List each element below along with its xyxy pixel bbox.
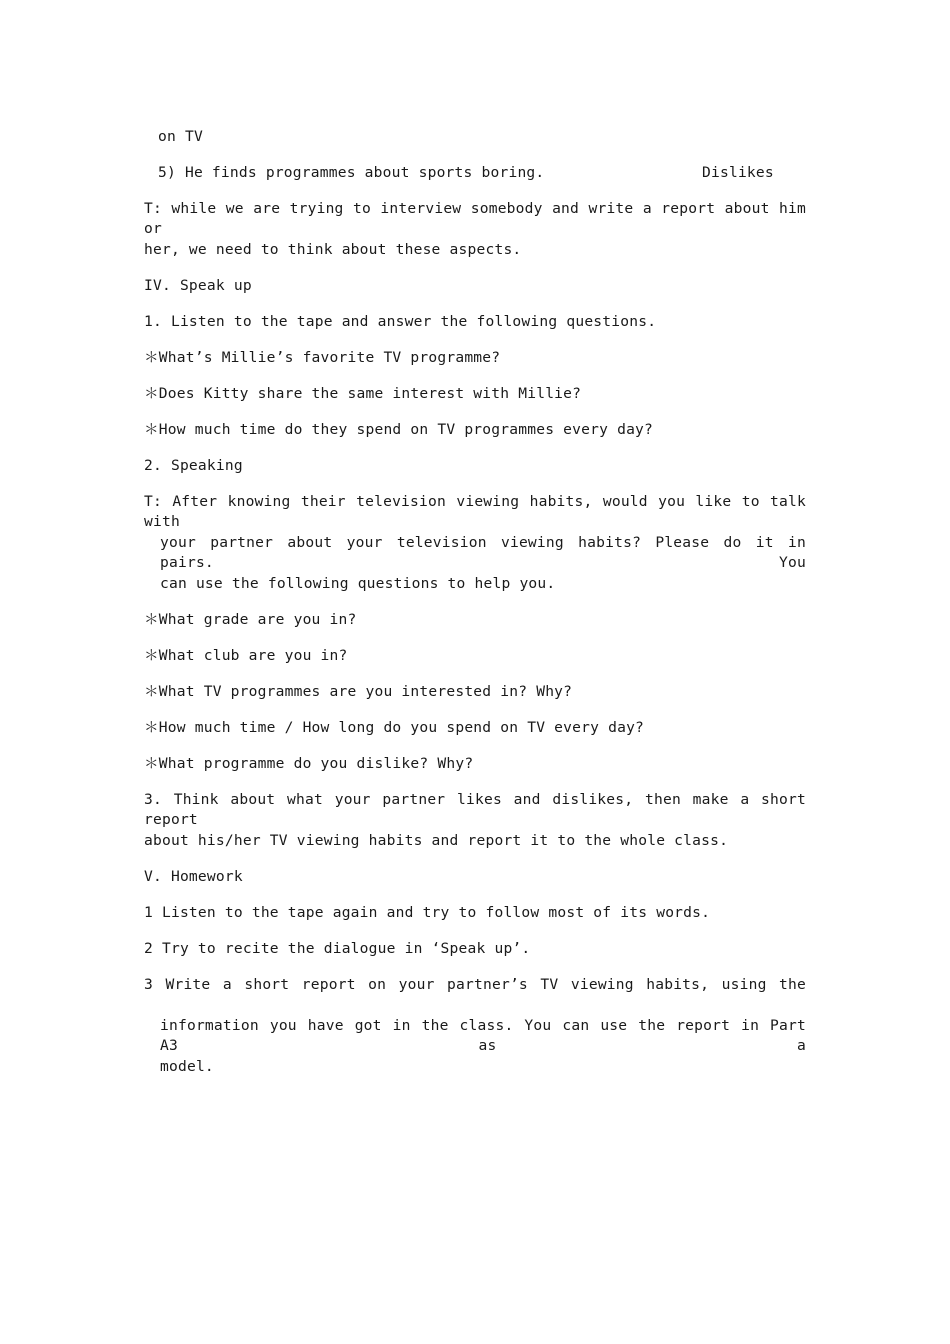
line-teacher-2: T: After knowing their television viewing habits, would you like to talk with xyxy=(144,493,806,530)
subheading-speaking: 2. Speaking xyxy=(144,457,243,474)
homework-item: 2 Try to recite the dialogue in ‘Speak up’. xyxy=(144,940,531,957)
line-teacher-1-cont: her, we need to think about these aspects. xyxy=(144,241,522,258)
line-think-about: 3. Think about what your partner likes and dislikes, then make a short report xyxy=(144,791,806,828)
line-think-about-cont: about his/her TV viewing habits and report it to the whole class. xyxy=(144,832,729,849)
line-teacher-2-cont: your partner about your television viewing habits? Please do it in pairs. You xyxy=(160,534,806,571)
homework-item-cont: information you have got in the class. You can use the report in Part A3 as a xyxy=(160,1017,806,1054)
line-item-5: 5) He finds programmes about sports boring. xyxy=(158,164,545,181)
question-item: ＊What grade are you in? xyxy=(144,611,357,628)
homework-item-cont: model. xyxy=(160,1058,214,1075)
question-item: ＊What programme do you dislike? Why? xyxy=(144,755,474,772)
line-teacher-1: T: while we are trying to interview somebody and write a report about him or xyxy=(144,200,806,237)
question-item: ＊What TV programmes are you interested in? Why? xyxy=(144,683,573,700)
line-listen-tape: 1. Listen to the tape and answer the following questions. xyxy=(144,313,657,330)
question-item: ＊How much time / How long do you spend on TV every day? xyxy=(144,719,645,736)
question-item: ＊What’s Millie’s favorite TV programme? xyxy=(144,349,501,366)
dislikes-label: Dislikes xyxy=(702,164,774,181)
question-item: ＊What club are you in? xyxy=(144,647,348,664)
homework-item: 1 Listen to the tape again and try to follow most of its words. xyxy=(144,904,711,921)
section-heading-homework: V. Homework xyxy=(144,868,243,885)
line-on-tv: on TV xyxy=(158,128,203,145)
homework-item: 3 Write a short report on your partner’s TV viewing habits, using the xyxy=(144,976,806,993)
question-item: ＊How much time do they spend on TV programmes every day? xyxy=(144,421,654,438)
line-teacher-2-cont: can use the following questions to help you. xyxy=(160,575,556,592)
section-heading-speak-up: IV. Speak up xyxy=(144,277,252,294)
question-item: ＊Does Kitty share the same interest with Millie? xyxy=(144,385,582,402)
